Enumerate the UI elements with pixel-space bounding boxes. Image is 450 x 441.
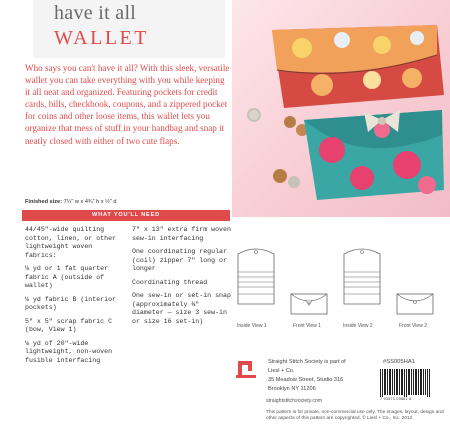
- need-list-right: [132, 226, 232, 331]
- inside-view-1-diagram: [236, 244, 276, 306]
- wallet-bottom: [304, 110, 444, 200]
- sku-number: #SS005HA1: [383, 359, 415, 365]
- title-line-2: WALLET: [54, 27, 149, 49]
- need-item: ⅛ yd of 20"-wide lightweight, non-woven fusible interfacing: [25, 339, 113, 364]
- inside-view-2-label: Inside View 2: [343, 323, 373, 329]
- intro-text: Who says you can't have it all? With this sleek, versatile wallet you can take everything with you while keeping it all neat and organized. Featuring pockets for credit cards, bills, checkbook, coupons, and a zippered pocket for coins and other loose items, this wallet lets you organize that mess of stuff in your handbag and snap it neatly closed with either of two cute flaps.: [25, 63, 230, 146]
- need-item: Coordinating thread: [132, 278, 208, 286]
- publisher-address: [268, 358, 346, 394]
- front-view-1-label: Front View 1: [293, 323, 321, 329]
- inside-view-2-diagram: [342, 244, 382, 306]
- product-photo: [232, 0, 450, 217]
- publisher-line: 35 Meadow Street, Studio 316: [268, 377, 344, 383]
- publisher-line: Straight Stitch Society is part of: [268, 359, 346, 365]
- barcode: [380, 369, 430, 397]
- wallet-photo-illustration: [232, 0, 450, 217]
- publisher-line: Liesl + Co.: [268, 368, 295, 374]
- need-item: ⅛ yd or 1 fat quarter fabric A (outside of wallet): [25, 265, 109, 289]
- need-item: 7" x 13" extra firm woven sew-in interfacing: [132, 226, 231, 242]
- need-heading: WHAT YOU'LL NEED: [22, 210, 230, 221]
- front-view-2-diagram: [396, 292, 434, 316]
- wallet-top: [272, 25, 444, 108]
- finished-size: [25, 199, 116, 205]
- need-item: One sew-in or set-in snap (approximately ⅜" diameter — size 3 sew-in or size 16 set-in): [132, 292, 231, 325]
- barcode-number: 7 93573 00861 8: [380, 397, 412, 401]
- front-view-1-diagram: [290, 292, 328, 316]
- legal-notice: This pattern is for private, non-commercial use only. The images, layout, design and other aspects of this pattern are copyrighted. © Liesl + Co., Inc. 2012.: [266, 410, 444, 422]
- inside-view-1-label: Inside View 1: [237, 323, 267, 329]
- publisher-line: Brooklyn NY 11206: [268, 386, 316, 392]
- website-url: straightstitchsociety.com: [266, 398, 323, 404]
- finished-size-value: 7¼" w x 4¾" h x ½" d: [63, 199, 117, 205]
- finished-size-label: Finished size:: [25, 199, 62, 205]
- need-item: 5" x 5" scrap fabric C (bow, View 1): [25, 317, 113, 333]
- front-view-2-label: Front View 2: [399, 323, 427, 329]
- need-item: ⅛ yd fabric B (interior pockets): [25, 295, 117, 311]
- need-item: One coordinating regular (coil) zipper 7" long or longer: [132, 248, 227, 272]
- coins: [247, 108, 308, 188]
- need-item: 44/45"-wide quilting cotton, linen, or other lightweight woven fabrics:: [25, 226, 117, 259]
- sewing-machine-logo: [236, 358, 256, 380]
- title-line-1: have it all: [54, 2, 137, 24]
- need-list-left: [25, 226, 125, 370]
